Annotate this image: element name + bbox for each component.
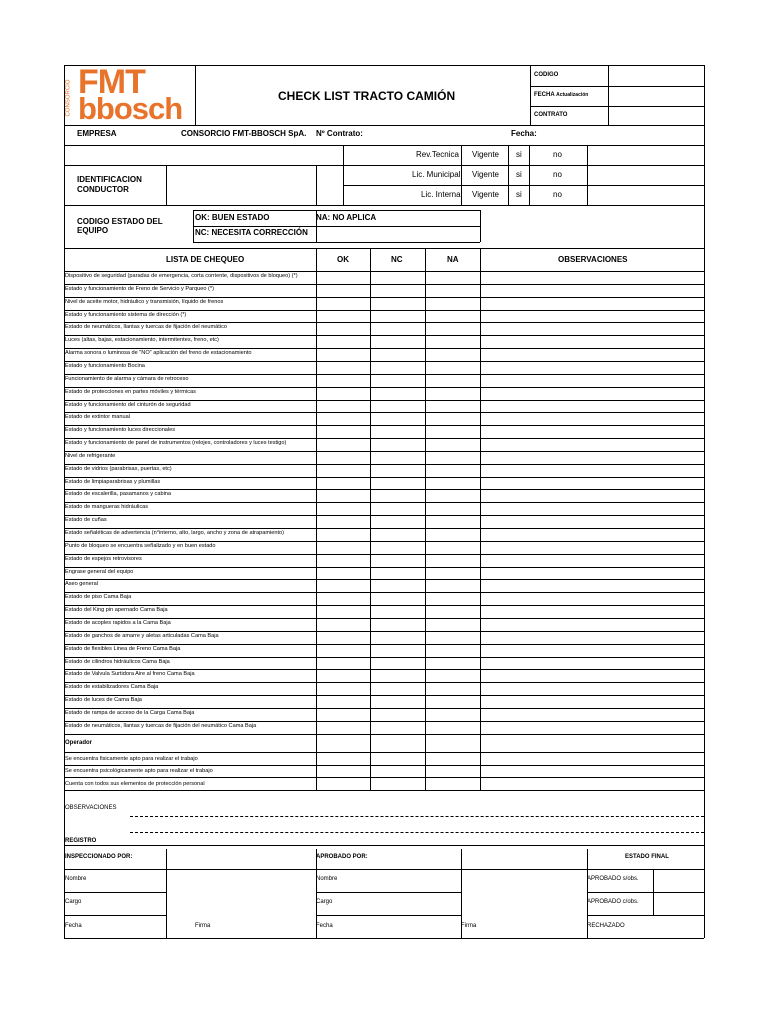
checklist-item-label: Estado señaléticas de advertencia (n°interno, alto, largo, ancho y zona de atrapamiento) — [65, 530, 284, 536]
observaciones-footer-label: OBSERVACIONES — [65, 805, 117, 811]
checklist-item-label: Engrase general del equipo — [65, 568, 134, 575]
grid-line — [64, 205, 704, 206]
conductor-label-1: IDENTIFICACION — [77, 175, 142, 184]
grid-line — [64, 438, 704, 439]
grid-line — [530, 86, 704, 87]
grid-line — [64, 322, 704, 323]
checklist-item-label: Estado de neumáticos, llantas y tuercas de fijación del neumático — [65, 324, 228, 331]
grid-line — [64, 605, 704, 606]
checklist-item-label: Estado y funcionamiento de Freno de Servicio y Parqueo (*) — [65, 285, 214, 292]
grid-line — [166, 849, 167, 938]
grid-line — [64, 682, 704, 683]
grid-line — [64, 387, 704, 388]
fecha-label: Fecha — [316, 923, 333, 929]
grid-line — [316, 165, 317, 205]
grid-line — [508, 145, 509, 205]
legend-na: NA: NO APLICA — [316, 213, 377, 222]
nombre-label: Nombre — [316, 876, 338, 882]
option-si: si — [516, 190, 522, 199]
checklist-item-label: Luces (altas, bajas, estacionamiento, intermitentes, freno, etc) — [65, 337, 219, 344]
checklist-item-label: Estado de neumáticos, llantas y tuercas de fijación del neumático Cama Baja — [65, 722, 257, 729]
operador-label: Operador — [65, 740, 93, 746]
grid-line — [64, 297, 704, 298]
option-si: si — [516, 170, 522, 179]
grid-line — [193, 242, 480, 243]
fecha-actualizacion-label: FECHA Actualización — [534, 92, 589, 98]
grid-line — [64, 451, 704, 452]
company-logo — [65, 63, 192, 126]
grid-line — [529, 145, 530, 205]
grid-line — [64, 528, 704, 529]
nombre-label: Nombre — [65, 876, 87, 882]
logo-text-consorcio: CONSORCIO — [65, 79, 72, 117]
grid-line — [530, 106, 704, 107]
option-no: no — [553, 190, 562, 199]
checklist-item-label: Estado y funcionamiento Bocina — [65, 362, 145, 369]
checklist-item-label: Estado y funcionamiento del cinturón de seguridad — [65, 401, 191, 408]
checklist-item-label: Estado de acoples rapidos a la Cama Baja — [65, 619, 171, 626]
grid-line — [64, 477, 704, 478]
grid-line — [64, 374, 704, 375]
grid-line — [587, 869, 704, 870]
checklist-item-label: Estado y funcionamiento luces direccionales — [65, 427, 176, 434]
grid-line — [64, 412, 704, 413]
grid-line — [64, 734, 704, 735]
operador-item: Se encuentra fisicamente apto para realizar el trabajo — [65, 756, 198, 762]
grid-line — [64, 125, 704, 126]
grid-line — [587, 915, 704, 916]
rechazado-label: RECHAZADO — [587, 923, 625, 929]
grid-line — [64, 892, 166, 893]
observaciones-header: OBSERVACIONES — [558, 255, 628, 264]
grid-line — [316, 892, 461, 893]
checklist-item-label: Estado y funcionamiento de panel de instrumentos (relojes, controladores y luces testigo) — [65, 440, 287, 447]
operador-item: Se encuentra psicológicamente apto para realizar el trabajo — [65, 768, 213, 774]
empresa-label: EMPRESA — [77, 129, 117, 138]
option-no: no — [553, 170, 562, 179]
grid-line — [480, 210, 481, 242]
lista-de-chequeo-header: LISTA DE CHEQUEO — [166, 255, 245, 264]
checklist-item-label: Nivel de refrigerante — [65, 452, 116, 459]
option-no: no — [553, 150, 562, 159]
grid-line — [64, 579, 704, 580]
grid-line — [64, 310, 704, 311]
grid-line — [64, 790, 704, 791]
grid-line — [64, 515, 704, 516]
fecha-label: Fecha — [65, 923, 82, 929]
grid-line — [64, 765, 704, 766]
grid-line — [64, 721, 704, 722]
grid-line — [64, 915, 166, 916]
estado-vigente: Vigente — [472, 190, 499, 199]
grid-line — [64, 248, 704, 249]
grid-line — [64, 669, 704, 670]
grid-line — [587, 892, 704, 893]
grid-line — [64, 541, 704, 542]
checklist-item-label: Aseo general — [65, 581, 98, 588]
doc-lic-municipal: Lic. Municipal — [412, 170, 461, 179]
aprobado-label: APROBADO POR: — [316, 854, 368, 860]
option-si: si — [516, 150, 522, 159]
doc-lic-interna: Lic. Interna — [421, 190, 461, 199]
grid-line — [64, 554, 704, 555]
firma-label: Firma — [195, 923, 211, 929]
grid-line — [193, 210, 480, 211]
grid-line — [461, 145, 462, 205]
checklist-item-label: Estado de extintor manual — [65, 414, 130, 421]
observaciones-line[interactable] — [130, 832, 704, 833]
cargo-label: Cargo — [316, 899, 333, 905]
grid-line — [343, 185, 704, 186]
grid-line — [608, 65, 609, 125]
grid-line — [587, 145, 588, 205]
grid-line — [316, 849, 317, 938]
na-header: NA — [447, 255, 459, 264]
aprobado-sobs-label: APROBADO s/obs. — [587, 876, 639, 882]
grid-line — [343, 145, 344, 205]
grid-line — [166, 165, 167, 205]
fecha-label: Fecha: — [511, 129, 537, 138]
grid-line — [64, 145, 704, 146]
checklist-item-label: Estado de estabilizadores Cama Baja — [65, 684, 159, 691]
checklist-item-label: Nivel de aceite motor, hidráulico y transmisión, líquido de frenos — [65, 298, 224, 305]
estado-equipo-label-1: CODIGO ESTADO DEL — [77, 217, 163, 226]
grid-line — [461, 849, 462, 938]
grid-line — [64, 348, 704, 349]
ok-header: OK — [337, 255, 349, 264]
grid-line — [195, 65, 196, 125]
estado-vigente: Vigente — [472, 150, 499, 159]
inspeccionado-label: INSPECCIONADO POR: — [65, 854, 133, 860]
estado-final-label: ESTADO FINAL — [625, 854, 669, 860]
legend-ok: OK: BUEN ESTADO — [195, 213, 270, 222]
aprobado-cobs-label: APROBADO c/obs. — [587, 899, 639, 905]
grid-line — [64, 335, 704, 336]
checklist-item-label: Estado y funcionamiento sistema de dirección (*) — [65, 311, 187, 318]
grid-line — [64, 361, 704, 362]
contrato-number-label: Nº Contrato: — [316, 129, 363, 138]
logo-text-bosch: bbosch — [78, 91, 183, 126]
checklist-item-label: Funcionamiento de alarma y cámara de retroceso — [65, 375, 189, 382]
grid-line — [64, 845, 704, 846]
contrato-label: CONTRATO — [534, 112, 568, 118]
cargo-label: Cargo — [65, 899, 82, 905]
grid-line — [64, 695, 704, 696]
grid-line — [316, 915, 461, 916]
grid-line — [64, 708, 704, 709]
grid-line — [587, 849, 588, 938]
estado-equipo-label-2: EQUIPO — [77, 226, 109, 235]
grid-line — [64, 644, 704, 645]
grid-line — [64, 777, 704, 778]
checklist-item-label: Estado de mangueras hidráulicas — [65, 504, 149, 511]
codigo-label: CODIGO — [534, 72, 559, 78]
checklist-item-label: Estado de cuñas — [65, 517, 107, 524]
grid-line — [64, 165, 343, 166]
grid-line — [530, 65, 531, 125]
checklist-item-label: Estado de limpiaparabrisas y plumillas — [65, 478, 161, 485]
grid-line — [64, 425, 704, 426]
operador-item: Cuenta con todos sus elementos de protección personal — [65, 781, 205, 787]
grid-line — [64, 271, 704, 272]
document-title: CHECK LIST TRACTO CAMIÓN — [278, 89, 456, 103]
checklist-item-label: Estado del King pin apernado Cama Baja — [65, 607, 168, 614]
checklist-item-label: Estado de flexibles Linea de Freno Cama Baja — [65, 645, 181, 652]
estado-vigente: Vigente — [472, 170, 499, 179]
grid-line — [653, 869, 654, 915]
grid-line — [64, 284, 704, 285]
empresa-value: CONSORCIO FMT-BBOSCH SpA. — [181, 129, 307, 138]
checklist-item-label: Dispositivo de seguridad (paradas de emergencia, corta corriente, dispositivos de bloqueo) (*) — [65, 273, 298, 279]
checklist-item-label: Estado de Valvula Surtidora Aire al freno Cama Baja — [65, 671, 195, 678]
checklist-item-label: Estado de piso Cama Baja — [65, 594, 132, 601]
grid-line — [704, 65, 705, 938]
registro-label: REGISTRO — [65, 838, 97, 844]
grid-line — [64, 502, 704, 503]
grid-line — [64, 938, 704, 939]
checklist-item-label: Estado de luces de Cama Baja — [65, 697, 142, 704]
grid-line — [343, 165, 704, 166]
grid-line — [64, 464, 704, 465]
checklist-item-label: Estado de cilindros hidráulicos Cama Baja — [65, 658, 170, 665]
grid-line — [64, 592, 704, 593]
legend-nc: NC: NECESITA CORRECCIÓN — [195, 228, 308, 237]
checklist-item-label: Estado de ganchos de amarre y aletas articuladas Cama Baja — [65, 632, 219, 639]
firma-label: Firma — [461, 923, 477, 929]
logo-text-fmt: FMT — [78, 63, 145, 101]
checklist-item-label: Alarma sonora o luminosa de "NO" aplicación del freno de estacionamiento — [65, 350, 252, 357]
checklist-item-label: Estado de espejos retrovisores — [65, 555, 142, 562]
checklist-item-label: Estado de vidrios (parabrisas, puertas, etc) — [65, 465, 172, 472]
grid-line — [64, 567, 704, 568]
grid-line — [64, 657, 704, 658]
grid-line — [193, 226, 480, 227]
grid-line — [64, 618, 704, 619]
observaciones-line[interactable] — [130, 816, 704, 817]
checklist-item-label: Estado de rampa de acceso de la Carga Cama Baja — [65, 709, 195, 716]
grid-line — [64, 400, 704, 401]
checklist-item-label: Punto de bloqueo se encuentra señalizado y en buen estado — [65, 542, 216, 549]
grid-line — [64, 752, 704, 753]
checklist-item-label: Estado de protecciones en partes móviles y térmicas — [65, 388, 196, 395]
grid-line — [64, 631, 704, 632]
checklist-item-label: Estado de escalerilla, pasamanos y cabina — [65, 491, 172, 498]
grid-line — [64, 489, 704, 490]
conductor-label-2: CONDUCTOR — [77, 185, 129, 194]
doc-rev-tecnica: Rev.Tecnica — [416, 150, 459, 159]
nc-header: NC — [391, 255, 403, 264]
